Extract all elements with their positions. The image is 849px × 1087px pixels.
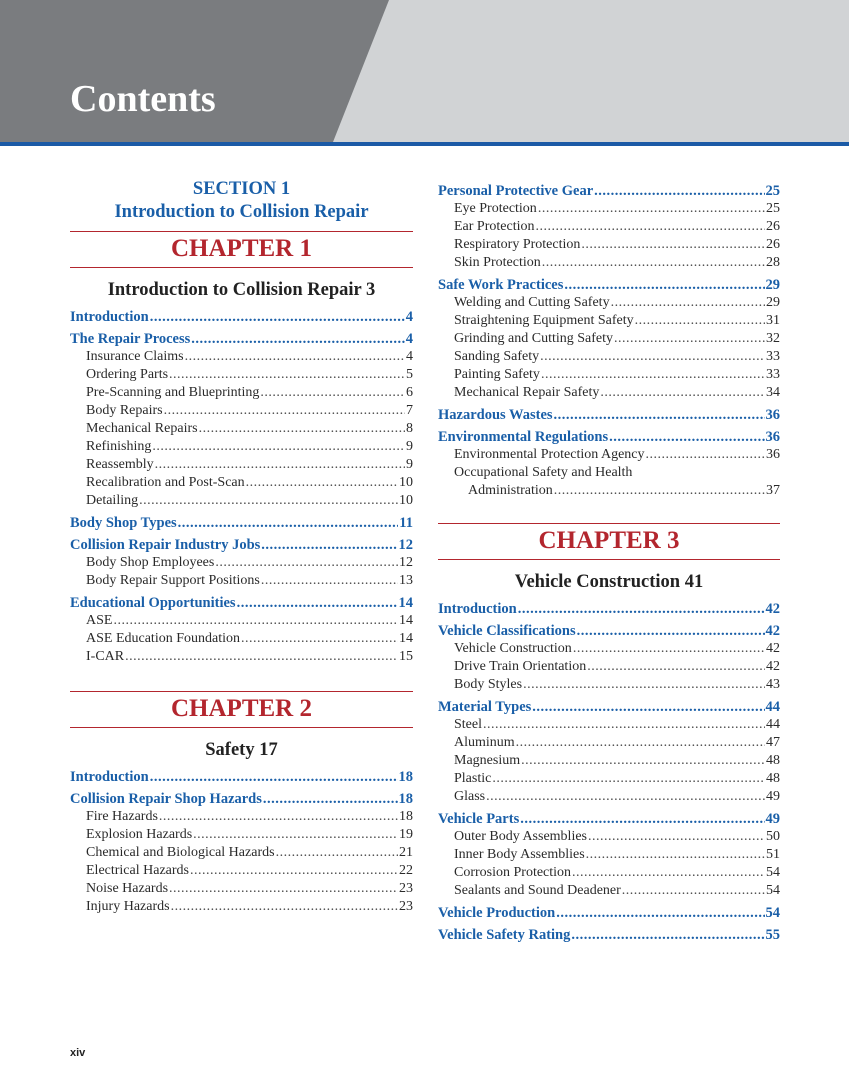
leader-dots — [635, 312, 765, 330]
toc-entry-page: 33 — [766, 367, 780, 382]
toc-minor-entry[interactable] — [70, 572, 413, 590]
toc-entry-title: Inner Body Assemblies — [454, 847, 585, 862]
toc-entry-page: 14 — [398, 595, 413, 611]
toc-minor-entry[interactable] — [70, 554, 413, 572]
toc-entry-page: 42 — [766, 641, 780, 656]
toc-minor-entry[interactable] — [70, 402, 413, 420]
page-number: xiv — [70, 1047, 86, 1059]
toc-minor-entry[interactable] — [438, 752, 780, 770]
chapter-3-title: CHAPTER 3 — [538, 527, 680, 554]
leader-dots — [152, 438, 405, 456]
toc-entry-page: 23 — [399, 899, 413, 914]
toc-entry-title: Magnesium — [454, 753, 521, 768]
toc-entry-page: 15 — [399, 649, 413, 664]
toc-minor-entry[interactable] — [438, 366, 780, 384]
toc-entry-page: 48 — [766, 753, 780, 768]
toc-entry-page: 4 — [406, 349, 413, 364]
toc-entry-page: 42 — [766, 659, 780, 674]
toc-entry-page: 9 — [406, 457, 413, 472]
toc-major-entry[interactable] — [438, 182, 780, 200]
leader-dots — [150, 768, 398, 786]
toc-major-entry[interactable] — [70, 768, 413, 786]
header-rule — [0, 142, 849, 146]
toc-entry-page: 18 — [398, 769, 413, 785]
toc-entry-page: 48 — [766, 771, 780, 786]
toc-entry-page: 13 — [399, 573, 413, 588]
leader-dots — [155, 456, 405, 474]
toc-entry-page: 43 — [766, 677, 780, 692]
toc-entry-title: Explosion Hazards — [86, 827, 193, 842]
chapter-2-subtitle: Safety 17 — [205, 740, 278, 760]
leader-dots — [556, 904, 764, 922]
toc-major-entry[interactable] — [70, 330, 413, 348]
toc-minor-entry[interactable] — [70, 648, 413, 666]
toc-minor-entry[interactable] — [438, 218, 780, 236]
leader-dots — [125, 648, 398, 666]
toc-entry-title: Body Shop Types — [70, 515, 177, 531]
leader-dots — [261, 536, 397, 554]
chapter-1-title: CHAPTER 1 — [171, 235, 312, 262]
toc-entry-title: Ear Protection — [454, 219, 535, 234]
toc-entry-page: 8 — [406, 421, 413, 436]
toc-entry-title: Injury Hazards — [86, 899, 170, 914]
toc-entry-title: Introduction — [70, 309, 149, 325]
toc-entry-page: 34 — [766, 385, 780, 400]
toc-major-entry[interactable] — [438, 810, 780, 828]
toc-minor-entry[interactable] — [70, 630, 413, 648]
leader-dots — [492, 770, 765, 788]
toc-entry-page: 47 — [766, 735, 780, 750]
chapter-2-cont-entries — [438, 182, 780, 464]
leader-dots — [193, 826, 398, 844]
toc-entry-page: 44 — [766, 717, 780, 732]
toc-entry-page: 10 — [399, 475, 413, 490]
toc-entry-page: 51 — [766, 847, 780, 862]
toc-entry-page: 4 — [405, 331, 413, 347]
leader-dots — [571, 926, 764, 944]
toc-entry-title: Insurance Claims — [86, 349, 184, 364]
toc-minor-entry[interactable] — [438, 330, 780, 348]
toc-entry-page: 55 — [765, 927, 780, 943]
toc-minor-entry[interactable] — [70, 880, 413, 898]
leader-dots — [260, 384, 405, 402]
toc-entry-title: Vehicle Parts — [438, 811, 520, 827]
toc-entry-page: 14 — [399, 613, 413, 628]
toc-major-entry[interactable] — [70, 790, 413, 808]
toc-entry-page: 23 — [399, 881, 413, 896]
toc-entry-page: 4 — [405, 309, 413, 325]
leader-dots — [171, 898, 398, 916]
toc-entry-page: 18 — [399, 809, 413, 824]
toc-entry-title: Vehicle Production — [438, 905, 556, 921]
toc-entry-title: Body Shop Employees — [86, 555, 215, 570]
leader-dots — [614, 330, 765, 348]
leader-dots — [538, 200, 765, 218]
toc-entry-title: Outer Body Assemblies — [454, 829, 587, 844]
toc-minor-entry[interactable] — [70, 456, 413, 474]
toc-minor-entry[interactable] — [438, 348, 780, 366]
toc-entry-title: Drive Train Orientation — [454, 659, 587, 674]
toc-entry-title: ASE Education Foundation — [86, 631, 240, 646]
toc-entry-title: Hazardous Wastes — [438, 407, 553, 423]
toc-entry-page: 42 — [765, 623, 780, 639]
toc-minor-entry[interactable] — [70, 862, 413, 880]
toc-minor-entry[interactable] — [438, 200, 780, 218]
leader-dots — [164, 402, 405, 420]
toc-minor-entry[interactable] — [70, 808, 413, 826]
leader-dots — [600, 384, 765, 402]
leader-dots — [532, 698, 764, 716]
toc-major-entry[interactable] — [70, 514, 413, 532]
leader-dots — [263, 790, 398, 808]
toc-entry-page: 49 — [765, 811, 780, 827]
toc-minor-entry[interactable] — [438, 446, 780, 464]
toc-entry-title: Mechanical Repairs — [86, 421, 198, 436]
toc-right-column — [438, 178, 780, 944]
toc-entry-title: Collision Repair Industry Jobs — [70, 537, 261, 553]
toc-entry-page: 9 — [406, 439, 413, 454]
leader-dots — [573, 640, 765, 658]
toc-entry-title: Electrical Hazards — [86, 863, 189, 878]
toc-entry-page: 44 — [765, 699, 780, 715]
toc-minor-entry[interactable] — [70, 898, 413, 916]
toc-minor-entry[interactable] — [70, 612, 413, 630]
toc-entry-title: Detailing — [86, 493, 139, 508]
toc-entry-title: Vehicle Safety Rating — [438, 927, 571, 943]
leader-dots — [159, 808, 398, 826]
toc-minor-entry[interactable] — [70, 438, 413, 456]
toc-entry-page: 36 — [766, 447, 780, 462]
toc-entry-title: I-CAR — [86, 649, 125, 664]
toc-entry-page: 36 — [765, 407, 780, 423]
toc-major-entry[interactable] — [438, 698, 780, 716]
leader-dots — [169, 880, 398, 898]
toc-entry-title: Respiratory Protection — [454, 237, 581, 252]
toc-major-entry[interactable] — [70, 536, 413, 554]
toc-entry-page: 49 — [766, 789, 780, 804]
toc-entry-title: Glass — [454, 789, 486, 804]
toc-entry-title: Fire Hazards — [86, 809, 158, 824]
leader-dots — [520, 810, 764, 828]
leader-dots — [237, 594, 398, 612]
leader-dots — [554, 406, 765, 424]
toc-minor-entry[interactable] — [438, 828, 780, 846]
toc-minor-entry[interactable] — [438, 770, 780, 788]
toc-major-entry[interactable] — [438, 276, 780, 294]
toc-entry-title: Corrosion Protection — [454, 865, 572, 880]
toc-entry-page: 11 — [399, 515, 413, 531]
toc-entry-title: Recalibration and Post-Scan — [86, 475, 245, 490]
toc-entry-title: Safe Work Practices — [438, 277, 564, 293]
toc-entry-title: Body Repair Support Positions — [86, 573, 260, 588]
toc-entry-title: Body Styles — [454, 677, 523, 692]
chapter-2-heading — [70, 691, 413, 728]
toc-entry-title: Body Repairs — [86, 403, 163, 418]
chapter-1-subtitle: Introduction to Collision Repair 3 — [107, 280, 376, 300]
leader-dots — [646, 446, 765, 464]
leader-dots — [535, 218, 765, 236]
chapter-2-entries — [70, 768, 413, 916]
toc-entry-page: 26 — [766, 237, 780, 252]
toc-entry-title: Painting Safety — [454, 367, 540, 382]
toc-entry-title: Vehicle Classifications — [438, 623, 576, 639]
toc-entry-title: Chemical and Biological Hazards — [86, 845, 275, 860]
toc-entry-page: 28 — [766, 255, 780, 270]
toc-entry-title: Ordering Parts — [86, 367, 169, 382]
leader-dots — [577, 622, 765, 640]
leader-dots — [191, 330, 404, 348]
toc-minor-entry[interactable] — [438, 312, 780, 330]
toc-entry-page: 25 — [765, 183, 780, 199]
toc-entry-page: 29 — [766, 295, 780, 310]
toc-minor-entry[interactable] — [438, 846, 780, 864]
leader-dots — [199, 420, 405, 438]
leader-dots — [518, 600, 765, 618]
toc-major-entry[interactable] — [438, 600, 780, 618]
toc-entry-title: Collision Repair Shop Hazards — [70, 791, 262, 807]
toc-entry-title: Pre-Scanning and Blueprinting — [86, 385, 260, 400]
toc-entry-title: Reassembly — [86, 457, 154, 472]
toc-entry-title: Grinding and Cutting Safety — [454, 331, 614, 346]
leader-dots — [594, 182, 764, 200]
toc-minor-entry[interactable] — [438, 882, 780, 900]
toc-entry-page: 19 — [399, 827, 413, 842]
leader-dots — [261, 572, 398, 590]
toc-major-entry[interactable] — [438, 406, 780, 424]
toc-entry-page: 50 — [766, 829, 780, 844]
leader-dots — [540, 348, 765, 366]
leader-dots — [246, 474, 398, 492]
leader-dots — [521, 752, 765, 770]
toc-minor-entry[interactable] — [438, 716, 780, 734]
toc-entry-page: 36 — [765, 429, 780, 445]
leader-dots — [486, 788, 765, 806]
toc-minor-entry[interactable] — [438, 788, 780, 806]
leader-dots — [541, 366, 765, 384]
leader-dots — [622, 882, 765, 900]
toc-entry-title: Refinishing — [86, 439, 152, 454]
leader-dots — [523, 676, 765, 694]
toc-minor-entry[interactable] — [438, 384, 780, 402]
toc-entry-title: Eye Protection — [454, 201, 537, 216]
leader-dots — [581, 236, 765, 254]
section-label: SECTION 1 — [192, 179, 291, 199]
toc-entry-page: 5 — [406, 367, 413, 382]
toc-entry-page: 26 — [766, 219, 780, 234]
toc-entry-title: ASE — [86, 613, 113, 628]
leader-dots — [516, 734, 765, 752]
toc-entry-title: Skin Protection — [454, 255, 541, 270]
toc-minor-entry[interactable] — [70, 384, 413, 402]
toc-minor-entry[interactable] — [70, 474, 413, 492]
leader-dots — [587, 658, 765, 676]
toc-minor-entry[interactable] — [70, 844, 413, 862]
toc-entry-page: 29 — [765, 277, 780, 293]
toc-major-entry[interactable] — [438, 622, 780, 640]
toc-minor-entry[interactable] — [438, 236, 780, 254]
chapter-1-heading — [70, 231, 413, 268]
toc-minor-entry[interactable] — [438, 294, 780, 312]
toc-minor-entry[interactable] — [70, 492, 413, 510]
leader-dots — [276, 844, 398, 862]
leader-dots — [611, 294, 765, 312]
toc-minor-entry[interactable] — [438, 864, 780, 882]
toc-entry-title: Introduction — [438, 601, 517, 617]
toc-major-entry[interactable] — [438, 904, 780, 922]
toc-left-column — [70, 178, 413, 916]
leader-dots — [554, 482, 765, 500]
toc-entry-title: Noise Hazards — [86, 881, 169, 896]
toc-entry-page: 14 — [399, 631, 413, 646]
page-title: Contents — [70, 78, 216, 120]
section-title: Introduction to Collision Repair — [114, 202, 369, 222]
toc-entry-page: 32 — [766, 331, 780, 346]
toc-entry-title: Welding and Cutting Safety — [454, 295, 610, 310]
leader-dots — [150, 308, 405, 326]
toc-entry-title: The Repair Process — [70, 331, 191, 347]
chapter-3-entries — [438, 600, 780, 944]
toc-minor-entry[interactable] — [438, 254, 780, 272]
toc-minor-entry[interactable] — [438, 640, 780, 658]
toc-minor-entry[interactable] — [438, 658, 780, 676]
toc-entry-page: 12 — [399, 555, 413, 570]
toc-entry-title: Educational Opportunities — [70, 595, 236, 611]
toc-entry-page: 6 — [406, 385, 413, 400]
toc-entry-osha-line1[interactable]: Occupational Safety and Health — [454, 465, 633, 480]
toc-minor-entry[interactable] — [438, 676, 780, 694]
toc-minor-entry[interactable] — [70, 826, 413, 844]
leader-dots — [185, 348, 405, 366]
toc-major-entry[interactable] — [70, 594, 413, 612]
toc-entry-title: Straightening Equipment Safety — [454, 313, 634, 328]
toc-entry-title: Material Types — [438, 699, 532, 715]
toc-entry-title: Introduction — [70, 769, 149, 785]
toc-entry-osha[interactable] — [438, 482, 780, 500]
leader-dots — [215, 554, 398, 572]
toc-entry-title: Environmental Protection Agency — [454, 447, 645, 462]
toc-entry-title: Steel — [454, 717, 482, 732]
chapter-1-entries — [70, 308, 413, 666]
chapter-3-subtitle: Vehicle Construction 41 — [514, 572, 704, 592]
toc-entry-page: 33 — [766, 349, 780, 364]
toc-minor-entry[interactable] — [70, 420, 413, 438]
toc-minor-entry[interactable] — [70, 366, 413, 384]
chapter-2-title: CHAPTER 2 — [171, 695, 312, 722]
leader-dots — [564, 276, 764, 294]
leader-dots — [588, 828, 765, 846]
toc-entry-title: Sanding Safety — [454, 349, 540, 364]
toc-entry-page: 54 — [765, 905, 780, 921]
leader-dots — [139, 492, 398, 510]
leader-dots — [190, 862, 398, 880]
toc-entry-page: 12 — [398, 537, 413, 553]
toc-major-entry[interactable] — [438, 926, 780, 944]
toc-entry-title: Personal Protective Gear — [438, 183, 594, 199]
leader-dots — [241, 630, 398, 648]
toc-minor-entry[interactable] — [70, 348, 413, 366]
toc-entry-page: 22 — [399, 863, 413, 878]
toc-entry-title: Aluminum — [454, 735, 515, 750]
toc-entry-title: Administration — [468, 483, 553, 498]
leader-dots — [169, 366, 405, 384]
leader-dots — [483, 716, 765, 734]
toc-entry-page: 7 — [406, 403, 413, 418]
toc-entry-page: 54 — [766, 883, 780, 898]
toc-entry-page: 10 — [399, 493, 413, 508]
toc-entry-page: 54 — [766, 865, 780, 880]
toc-minor-entry[interactable] — [438, 734, 780, 752]
toc-entry-title: Environmental Regulations — [438, 429, 609, 445]
toc-entry-title: Vehicle Construction — [454, 641, 572, 656]
chapter-3-heading — [438, 523, 780, 560]
leader-dots — [586, 846, 765, 864]
leader-dots — [572, 864, 765, 882]
toc-entry-page: 25 — [766, 201, 780, 216]
leader-dots — [609, 428, 764, 446]
leader-dots — [178, 514, 399, 532]
toc-entry-page: 21 — [399, 845, 413, 860]
toc-entry-page: 18 — [398, 791, 413, 807]
toc-entry-title: Mechanical Repair Safety — [454, 385, 600, 400]
toc-major-entry[interactable] — [70, 308, 413, 326]
toc-entry-page: 31 — [766, 313, 780, 328]
toc-entry-page: 42 — [765, 601, 780, 617]
toc-entry-title: Plastic — [454, 771, 492, 786]
toc-major-entry[interactable] — [438, 428, 780, 446]
toc-entry-title: Sealants and Sound Deadener — [454, 883, 621, 898]
leader-dots — [113, 612, 398, 630]
leader-dots — [542, 254, 765, 272]
toc-entry-page: 37 — [766, 483, 780, 498]
